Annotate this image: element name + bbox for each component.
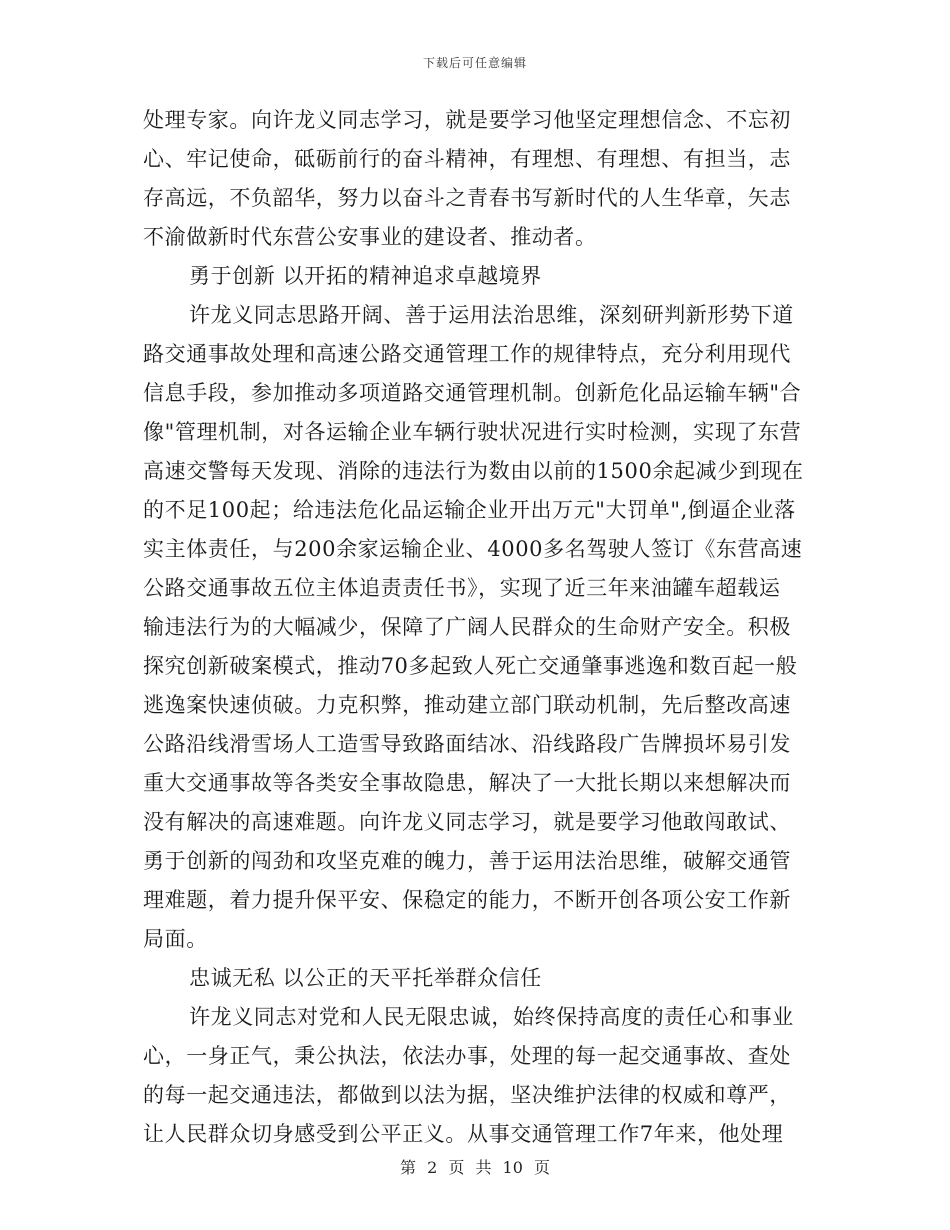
body-line: 的每一起交通违法，都做到以法为据，坚决维护法律的权威和尊严， — [143, 1083, 791, 1107]
section-heading: 勇于创新 以开拓的精神追求卓越境界 — [189, 264, 542, 288]
body-line: 许龙义同志思路开阔、善于运用法治思维，深刻研判新形势下道 — [189, 303, 794, 327]
body-line: 存高远，不负韶华，努力以奋斗之青春书写新时代的人生华章，矢志 — [143, 186, 791, 210]
body-line: 勇于创新的闯劲和攻坚克难的魄力，善于运用法治思维，破解交通管 — [143, 849, 791, 873]
body-line: 让人民群众切身感受到公平正义。从事交通管理工作7年来，他处理 — [143, 1122, 784, 1146]
body-line: 许龙义同志对党和人民无限忠诚，始终保持高度的责任心和事业 — [189, 1005, 794, 1029]
body-line: 重大交通事故等各类安全事故隐患，解决了一大批长期以来想解决而 — [143, 771, 791, 795]
body-line: 不渝做新时代东营公安事业的建设者、推动者。 — [143, 225, 597, 249]
body-line: 心、牢记使命，砥砺前行的奋斗精神，有理想、有理想、有担当，志 — [143, 147, 791, 171]
section-heading: 忠诚无私 以公正的天平托举群众信任 — [189, 966, 542, 990]
body-line: 像"管理机制，对各运输企业车辆行驶状况进行实时检测，实现了东营 — [143, 420, 802, 444]
body-line: 实主体责任，与200余家运输企业、4000多名驾驶人签订《东营高速 — [143, 537, 803, 561]
body-line: 路交通事故处理和高速公路交通管理工作的规律特点，充分利用现代 — [143, 342, 791, 366]
body-line: 输违法行为的大幅减少，保障了广阔人民群众的生命财产安全。积极 — [143, 615, 791, 639]
page-header: 下载后可任意编辑 — [422, 56, 527, 70]
body-line: 局面。 — [143, 927, 208, 951]
body-line: 公路交通事故五位主体追责责任书》，实现了近三年来油罐车超载运 — [143, 576, 781, 600]
body-line: 理难题，着力提升保平安、保稳定的能力，不断开创各项公安工作新 — [143, 888, 791, 912]
body-line: 高速交警每天发现、消除的违法行为数由以前的1500余起减少到现在 — [143, 459, 804, 483]
body-line: 探究创新破案模式，推动70多起致人死亡交通肇事逃逸和数百起一般 — [143, 654, 798, 678]
body-line: 的不足100起；给违法危化品运输企业开出万元"大罚单",倒逼企业落 — [143, 498, 796, 522]
body-line: 公路沿线滑雪场人工造雪导致路面结冰、沿线路段广告牌损坏易引发 — [143, 732, 791, 756]
body-line: 信息手段，参加推动多项道路交通管理机制。创新危化品运输车辆"合 — [143, 381, 802, 405]
body-line: 心，一身正气，秉公执法，依法办事，处理的每一起交通事故、查处 — [143, 1044, 791, 1068]
body-line: 没有解决的高速难题。向许龙义同志学习，就是要学习他敢闯敢试、 — [143, 810, 791, 834]
body-line: 处理专家。向许龙义同志学习，就是要学习他坚定理想信念、不忘初 — [143, 108, 791, 132]
page-number-footer: 第 2 页 共 10 页 — [400, 1158, 550, 1177]
body-line: 逃逸案快速侦破。力克积弊，推动建立部门联动机制，先后整改高速 — [143, 693, 791, 717]
document-body — [143, 101, 805, 1154]
